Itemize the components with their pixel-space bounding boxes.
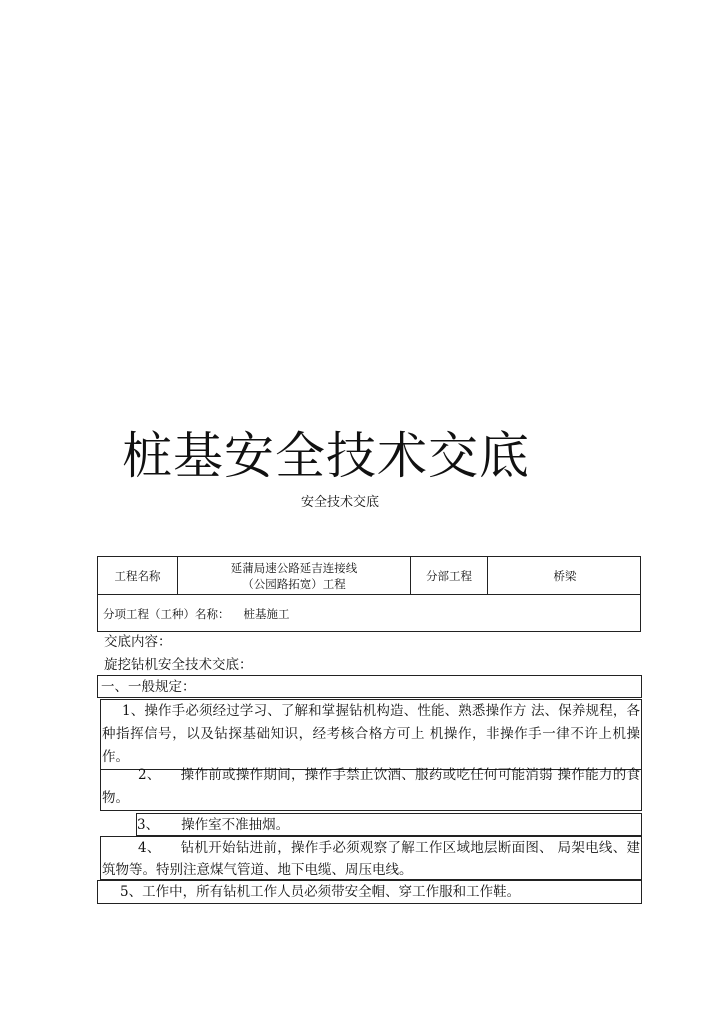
division-label: 分部工程 [411,557,488,594]
rule-item-3-number: 3、 [137,817,160,833]
rule-item-2-text: 操作前或操作期间，操作手禁止饮酒、服药或吃任何可能消弱 操作能力的食物。 [102,767,640,806]
section-heading: 一、一般规定： [97,675,642,698]
rule-item-1-text: 1、操作手必须经过学习、了解和掌握钻机构造、性能、熟悉操作方 法、保养规程，各种指挥信号，以及钻探基础知识，经考核合格方可上 机操作，非操作手一律不许上机操作。 [102,703,640,765]
rule-item-3-text: 操作室不准抽烟。 [181,817,290,833]
project-info-table [97,556,641,632]
rule-item-4 [100,836,642,880]
rule-item-1 [100,699,642,770]
project-name-line1: 延蒲局速公路延吉连接线 [230,560,358,575]
rule-item-5 [97,880,642,904]
division-value: 桥梁 [553,568,577,583]
subitem-value: 桩基施工 [243,606,290,621]
project-name-label: 工程名称 [98,557,178,594]
content-label: 交底内容： [104,634,172,650]
rule-item-5-text: 5、工作中，所有钻机工作人员必须带安全帽、穿工作服和工作鞋。 [120,884,521,900]
rule-item-3 [136,813,642,836]
subitem-label: 分项工程（工种）名称： [103,606,230,621]
rule-item-2 [100,764,642,811]
rule-item-4-number: 4、 [138,840,161,856]
document-title: 桩基安全技术交底 [122,427,530,485]
info-row-subitem [98,595,640,632]
rule-item-2-number: 2、 [138,767,161,783]
project-name-line2: （公园路拓宽）工程 [242,576,346,591]
document-subtitle: 安全技术交底 [300,495,379,510]
rule-item-4-text: 钻机开始钻进前，操作手必须观察了解工作区域地层断面图、 局架电线、建筑物等。特别注意煤气管道、地下电缆、周压电线。 [102,840,640,878]
info-row-project [98,557,640,595]
topic-line: 旋挖钻机安全技术交底： [104,657,253,673]
project-name-value [178,557,411,594]
